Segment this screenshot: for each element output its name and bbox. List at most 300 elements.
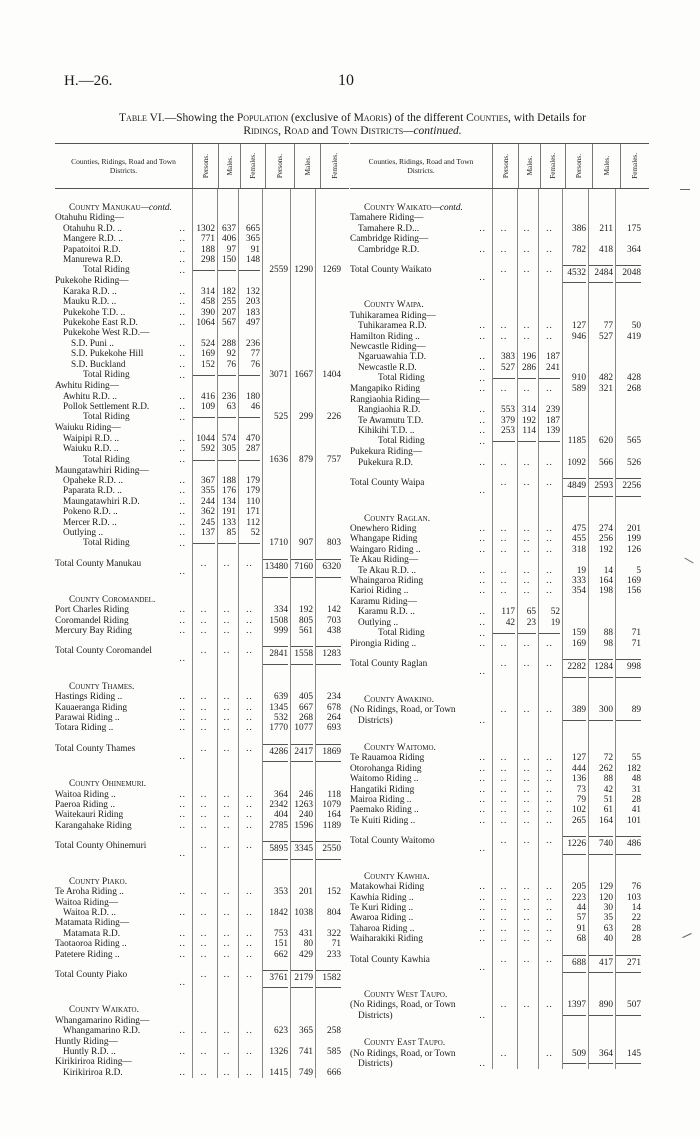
district-females-cell: 180	[238, 392, 262, 402]
district-females-cell	[238, 538, 262, 549]
table-row	[350, 785, 649, 795]
total-value: 14	[603, 565, 613, 576]
district-females-cell: ..	[538, 545, 562, 555]
total-persons-cell	[562, 342, 588, 352]
total-females-cell	[315, 486, 343, 496]
total-males-cell	[290, 276, 315, 286]
leader-dots: ..	[179, 433, 186, 444]
row-label	[350, 1021, 492, 1048]
total-females-cell	[315, 538, 343, 549]
district-persons-cell: ..	[192, 549, 217, 577]
district-males-cell: ..	[217, 636, 238, 664]
row-label	[55, 392, 192, 402]
total-persons-cell	[562, 785, 588, 795]
total-females-cell	[315, 821, 343, 831]
column-header-text: Females.	[631, 153, 639, 179]
table-row	[55, 518, 349, 528]
district-males-cell	[517, 447, 538, 457]
total-value: 1770	[269, 723, 288, 734]
district-females-cell	[238, 423, 262, 433]
total-value: 199	[627, 534, 641, 545]
district-persons-cell: ..	[492, 945, 517, 973]
total-males-cell	[290, 821, 315, 831]
total-females-cell	[615, 576, 643, 586]
row-label-text: Karangahake Riding	[55, 820, 132, 831]
county-suffix: .	[143, 779, 147, 790]
district-males-cell: ..	[517, 1000, 538, 1021]
row-label	[55, 898, 192, 908]
leader-dots: ..	[179, 605, 186, 616]
county-name: County Waipa	[364, 300, 422, 311]
district-females-cell: ..	[238, 713, 262, 723]
row-label-text: Waiuku Riding—	[55, 423, 121, 434]
row-label	[55, 507, 192, 517]
total-value: 2342	[269, 800, 288, 811]
total-males-cell	[588, 363, 615, 373]
row-label-continuation: Districts)	[358, 1058, 393, 1069]
column-header-text: Persons.	[276, 153, 284, 179]
total-females-cell	[615, 618, 643, 628]
district-females-cell: 19	[538, 618, 562, 628]
district-females-cell: 52	[238, 528, 262, 538]
title-table-number: Table VI.	[119, 112, 165, 124]
district-females-cell: 46	[238, 402, 262, 412]
total-females-cell	[315, 713, 343, 723]
row-label-text: Total Riding	[83, 265, 130, 276]
leader-dots: ..	[179, 486, 186, 497]
total-value: 1842	[269, 907, 288, 918]
row-label	[55, 950, 192, 960]
total-females-cell	[615, 497, 643, 524]
district-females-cell: ..	[238, 887, 262, 897]
district-females-cell	[238, 762, 262, 789]
total-females-cell	[315, 328, 343, 338]
total-females-cell	[315, 723, 343, 733]
district-males-cell	[217, 370, 238, 381]
district-males-cell: 63	[217, 402, 238, 412]
row-label	[55, 339, 192, 349]
total-value: 68	[576, 934, 586, 945]
district-males-cell: ..	[517, 924, 538, 934]
riding-group-row	[55, 381, 349, 391]
row-label	[350, 384, 492, 394]
leader-dots: ..	[479, 415, 486, 426]
row-label-text: Karamu R.D. ..	[358, 607, 415, 618]
district-persons-cell: 1044	[192, 434, 217, 444]
total-males-cell	[588, 373, 615, 384]
total-females-cell	[615, 678, 643, 705]
total-value: 164	[599, 815, 613, 826]
district-females-cell: ..	[538, 903, 562, 913]
leader-dots: ..	[179, 507, 186, 518]
total-persons-cell	[262, 276, 290, 286]
row-label-text: Outlying ..	[63, 527, 104, 538]
total-males-cell	[290, 887, 315, 897]
row-label-text	[69, 682, 134, 692]
total-persons-cell	[562, 283, 588, 310]
total-value: 1263	[294, 800, 313, 811]
leader-dots: ..	[179, 1046, 186, 1057]
leader-dots: ..	[479, 534, 486, 545]
row-label	[55, 318, 192, 328]
row-label-text: Awhitu Riding—	[55, 381, 119, 392]
total-persons-cell	[262, 762, 290, 789]
total-females-cell	[615, 213, 643, 223]
total-females-cell	[615, 436, 643, 447]
total-males-cell	[290, 308, 315, 318]
row-label-text: Parawai Riding ..	[55, 713, 120, 724]
district-persons-cell: ..	[192, 605, 217, 615]
row-label-text: Total County Piako	[55, 969, 128, 980]
total-females-cell	[315, 703, 343, 713]
total-persons-cell	[262, 734, 290, 762]
district-males-cell: ..	[217, 734, 238, 762]
district-males-cell: 23	[517, 618, 538, 628]
district-persons-cell: ..	[192, 636, 217, 664]
total-persons-cell	[262, 703, 290, 713]
row-label-text: Maungatawhiri Riding—	[55, 465, 149, 476]
row-label-text: S.D. Pukekohe Hill	[71, 349, 144, 360]
total-value: 334	[274, 605, 288, 616]
district-females-cell: ..	[538, 468, 562, 496]
total-females-cell	[315, 605, 343, 615]
table-row	[350, 893, 649, 903]
total-value: 1092	[567, 457, 586, 468]
district-males-cell: ..	[217, 939, 238, 949]
district-males-cell	[217, 1057, 238, 1067]
table-row	[55, 234, 349, 244]
total-females-cell	[615, 447, 643, 457]
district-persons-cell	[192, 1057, 217, 1067]
total-persons-cell	[562, 774, 588, 784]
leader-dots: ..	[479, 628, 486, 639]
total-males-cell	[290, 213, 315, 223]
district-females-cell: ..	[238, 810, 262, 820]
district-males-cell	[517, 555, 538, 565]
district-males-cell	[517, 342, 538, 352]
total-value: 50	[631, 321, 641, 332]
total-males-cell	[290, 723, 315, 733]
row-label	[350, 283, 492, 310]
district-persons-cell	[492, 342, 517, 352]
row-label-text: Hangatiki Riding	[350, 784, 415, 795]
total-value: 1226	[563, 836, 586, 854]
district-males-cell: 114	[517, 426, 538, 436]
total-value: 890	[589, 1000, 613, 1015]
leader-dots: ..	[479, 321, 486, 332]
county-heading	[55, 578, 349, 605]
total-females-cell	[315, 1037, 343, 1047]
row-label	[350, 416, 492, 426]
leader-dots: ..	[479, 544, 486, 555]
total-value: 525	[274, 412, 288, 423]
district-females-cell: 132	[238, 287, 262, 297]
table-row	[350, 586, 649, 596]
total-females-cell	[315, 245, 343, 255]
total-value: 353	[274, 887, 288, 898]
row-label	[55, 308, 192, 318]
row-label	[350, 468, 492, 496]
total-females-cell	[315, 734, 343, 762]
total-value: 5	[636, 565, 641, 576]
row-label-text: Opaheke R.D. ..	[63, 475, 123, 486]
district-males-cell: 76	[217, 360, 238, 370]
total-persons-cell	[562, 945, 588, 973]
district-persons-cell: 458	[192, 297, 217, 307]
total-males-cell	[588, 586, 615, 596]
total-value: 910	[572, 373, 586, 384]
total-males-cell	[290, 370, 315, 381]
leader-dots: ..	[179, 255, 186, 266]
district-females-cell	[238, 466, 262, 476]
district-persons-cell: ..	[492, 1000, 517, 1021]
district-males-cell: 207	[217, 308, 238, 318]
total-males-cell	[588, 555, 615, 565]
total-value: 2179	[291, 970, 313, 988]
table-row	[55, 444, 349, 454]
row-label	[55, 929, 192, 939]
total-females-cell	[615, 924, 643, 934]
row-label-text: S.D. Puni ..	[71, 338, 114, 349]
district-persons-cell: ..	[192, 831, 217, 859]
total-females-cell	[315, 276, 343, 286]
riding-group-row	[55, 1057, 349, 1067]
total-males-cell	[290, 1047, 315, 1057]
total-value: 42	[603, 784, 613, 795]
riding-group-row	[350, 311, 649, 321]
total-females-cell	[315, 1068, 343, 1078]
district-females-cell: ..	[538, 882, 562, 892]
riding-group-row	[350, 555, 649, 565]
district-males-cell: 182	[217, 287, 238, 297]
district-persons-cell: 245	[192, 518, 217, 528]
row-label-text: Cambridge Riding—	[350, 234, 429, 245]
district-females-cell: ..	[238, 723, 262, 733]
district-males-cell	[217, 276, 238, 286]
row-label	[350, 726, 492, 753]
row-label	[55, 1016, 192, 1026]
title-text: and	[308, 125, 332, 137]
district-persons-cell: ..	[192, 800, 217, 810]
total-males-cell	[588, 332, 615, 342]
total-value: 164	[599, 575, 613, 586]
total-value: 566	[599, 457, 613, 468]
table-row	[55, 486, 349, 496]
total-value: 753	[274, 928, 288, 939]
district-males-cell: ..	[217, 723, 238, 733]
total-value: 80	[303, 939, 313, 950]
district-males-cell: ..	[217, 549, 238, 577]
total-females-cell	[615, 649, 643, 677]
total-females-cell	[315, 444, 343, 454]
row-label-text: Te Akau R.D. ..	[358, 565, 416, 576]
total-males-cell	[588, 213, 615, 223]
row-label	[350, 764, 492, 774]
total-value: 4849	[563, 478, 586, 496]
district-persons-cell	[492, 373, 517, 384]
total-persons-cell	[262, 1047, 290, 1057]
district-females-cell: ..	[238, 800, 262, 810]
table-row	[55, 392, 349, 402]
district-females-cell: 241	[538, 363, 562, 373]
district-females-cell: ..	[238, 734, 262, 762]
total-value: 482	[599, 373, 613, 384]
total-females-cell	[315, 939, 343, 949]
row-label	[350, 628, 492, 639]
leader-dots: ..	[179, 692, 186, 703]
total-females-cell	[615, 586, 643, 596]
district-persons-cell	[492, 189, 517, 213]
row-label	[55, 455, 192, 466]
total-persons-cell	[562, 639, 588, 649]
district-females-cell	[538, 597, 562, 607]
total-value: 1077	[294, 723, 313, 734]
district-persons-cell: ..	[492, 586, 517, 596]
row-label	[55, 636, 192, 664]
county-suffix: —contd.	[431, 203, 463, 213]
district-females-cell	[238, 665, 262, 692]
row-label-text: Coromandel Riding	[55, 615, 129, 626]
total-persons-cell	[262, 507, 290, 517]
district-females-cell: ..	[538, 576, 562, 586]
county-suffix: .	[124, 876, 128, 887]
table-row	[55, 626, 349, 636]
district-males-cell: ..	[517, 524, 538, 534]
total-persons-cell	[262, 790, 290, 800]
total-persons-cell	[262, 960, 290, 988]
total-males-cell	[588, 545, 615, 555]
row-label-text: Taotaoroa Riding ..	[55, 939, 127, 950]
total-value: 589	[572, 384, 586, 395]
total-value: 55	[631, 753, 641, 764]
district-females-cell: 110	[238, 497, 262, 507]
total-persons-cell	[262, 360, 290, 370]
district-males-cell: ..	[517, 384, 538, 394]
district-persons-cell: ..	[492, 805, 517, 815]
total-males-cell	[290, 616, 315, 626]
district-males-cell: ..	[517, 774, 538, 784]
total-value: 156	[627, 586, 641, 597]
row-label	[350, 224, 492, 234]
total-males-cell	[588, 924, 615, 934]
total-persons-cell	[562, 245, 588, 255]
leader-dots: ..	[479, 795, 486, 806]
table-row	[350, 224, 649, 234]
table-row	[55, 810, 349, 820]
row-label-continuation: Districts)	[358, 1010, 393, 1021]
district-persons-cell: ..	[492, 882, 517, 892]
leader-dots: ..	[479, 962, 486, 973]
total-females-cell	[315, 455, 343, 466]
row-label	[350, 903, 492, 913]
total-value: 321	[599, 384, 613, 395]
row-label-text: Mercury Bay Riding	[55, 626, 132, 636]
district-males-cell: ..	[517, 534, 538, 544]
total-value: 455	[572, 534, 586, 545]
row-label	[350, 576, 492, 586]
county-total-row	[350, 945, 649, 973]
row-label-text: Pollok Settlement R.D.	[63, 401, 150, 412]
leader-dots: ..	[479, 331, 486, 342]
total-value: 88	[603, 774, 613, 785]
total-value: 136	[572, 774, 586, 785]
table-row	[55, 703, 349, 713]
district-females-cell: ..	[238, 908, 262, 918]
row-label-text: Taharoa Riding ..	[350, 923, 415, 934]
total-females-cell	[315, 1047, 343, 1057]
total-value: 1290	[294, 265, 313, 276]
county-suffix: .	[421, 300, 424, 311]
total-females-cell	[315, 423, 343, 433]
leader-dots: ..	[479, 565, 486, 576]
district-males-cell: ..	[517, 321, 538, 331]
total-value: 475	[572, 523, 586, 534]
total-persons-cell	[262, 476, 290, 486]
district-persons-cell: 416	[192, 392, 217, 402]
leader-dots: ..	[479, 774, 486, 785]
total-value: 6320	[316, 559, 341, 577]
row-label-text: Port Charles Riding	[55, 605, 129, 616]
total-females-cell	[615, 705, 643, 726]
row-label-text	[364, 695, 434, 705]
riding-group-row	[55, 1037, 349, 1047]
total-females-cell	[615, 566, 643, 576]
district-males-cell: ..	[517, 945, 538, 973]
page-number: 10	[338, 72, 354, 89]
total-value: 175	[627, 223, 641, 234]
row-label	[55, 189, 192, 213]
total-value: 1582	[316, 970, 341, 988]
county-name: County Waikato	[364, 203, 432, 213]
total-value: 274	[599, 523, 613, 534]
leader-dots: ..	[479, 373, 486, 384]
row-label-text: Te Rauamoa Riding	[350, 753, 425, 764]
row-label	[350, 234, 492, 244]
total-persons-cell	[562, 458, 588, 468]
district-persons-cell: ..	[192, 616, 217, 626]
district-persons-cell: ..	[492, 1049, 517, 1070]
row-label	[350, 373, 492, 384]
total-females-cell	[315, 810, 343, 820]
row-label-text: Pukekohe East R.D.	[63, 318, 138, 329]
district-males-cell: ..	[517, 224, 538, 234]
leader-dots: ..	[179, 266, 186, 277]
district-females-cell: ..	[538, 774, 562, 784]
total-persons-cell	[262, 370, 290, 381]
row-label-text: Te Awamutu T.D.	[358, 415, 424, 426]
column-header-text: Females.	[549, 153, 557, 179]
total-males-cell	[588, 458, 615, 468]
row-label	[350, 363, 492, 373]
column-header-text: Females.	[331, 153, 339, 179]
total-value: 152	[327, 887, 341, 898]
total-males-cell	[588, 903, 615, 913]
total-persons-cell	[262, 626, 290, 636]
district-females-cell: 183	[238, 308, 262, 318]
column-header-total-females	[320, 144, 349, 188]
total-males-cell	[290, 224, 315, 234]
leader-dots: ..	[479, 436, 486, 447]
total-males-cell	[588, 524, 615, 534]
total-value: 246	[299, 789, 313, 800]
total-females-cell	[615, 774, 643, 784]
leader-dots: ..	[179, 1067, 186, 1078]
table-row	[55, 255, 349, 265]
district-males-cell	[217, 423, 238, 433]
table-row	[350, 458, 649, 468]
row-label-text: Maungatawhiri R.D.	[63, 496, 140, 507]
total-males-cell	[588, 468, 615, 496]
